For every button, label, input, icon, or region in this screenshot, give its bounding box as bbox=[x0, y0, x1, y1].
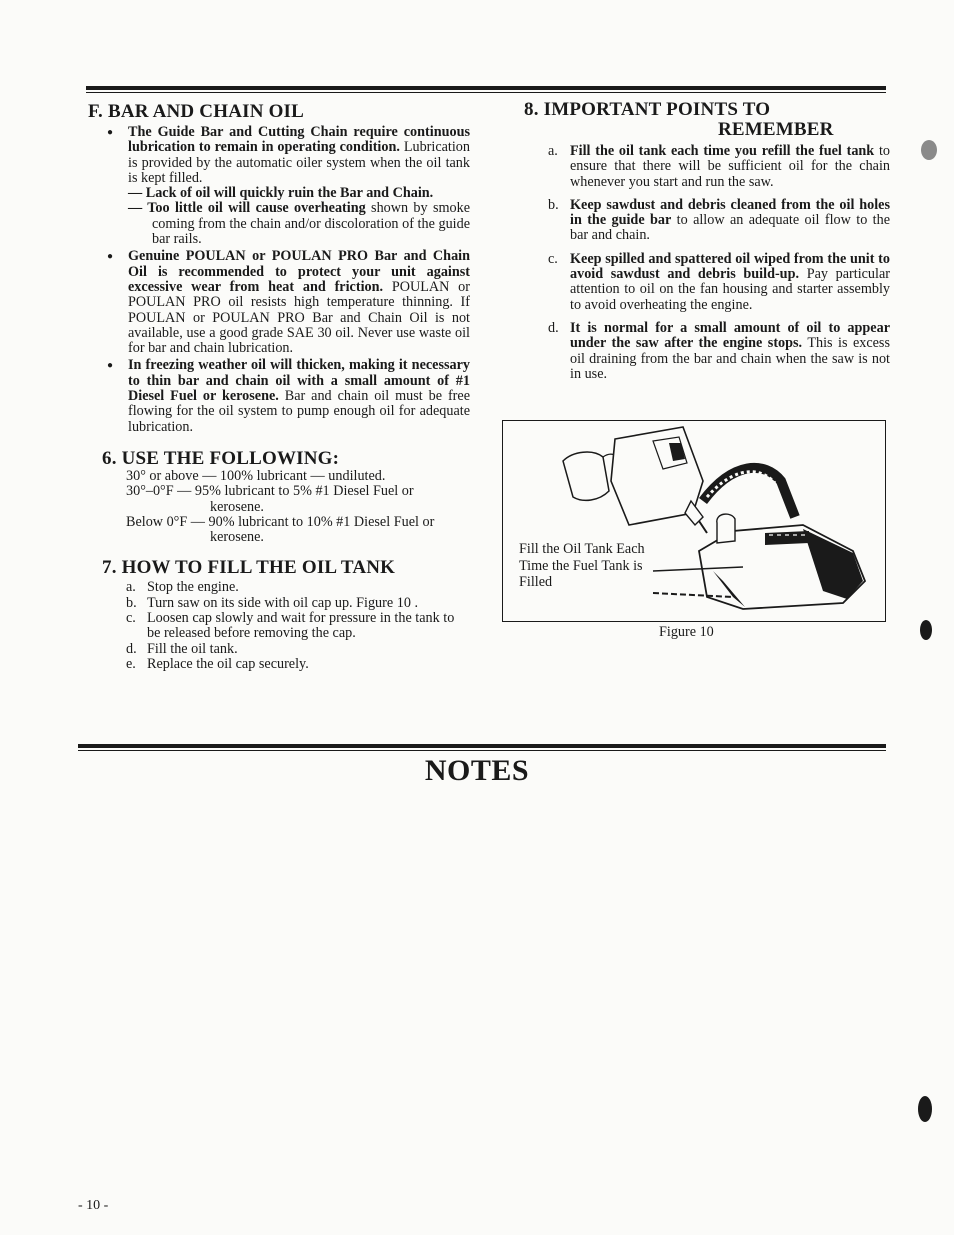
step-item bbox=[126, 611, 470, 642]
binder-hole-mark bbox=[918, 1096, 932, 1122]
point-bold: It is normal for a small amount of oil to appear under the saw after the engine stops. bbox=[570, 319, 890, 352]
step-item bbox=[126, 596, 470, 611]
dash-too-little-oil-bold: — Too little oil will cause overheating bbox=[128, 200, 366, 217]
point-letter: b. bbox=[548, 196, 559, 213]
bullet-genuine-oil-text: POULAN or POULAN PRO oil resists high temperature thinning. If POULAN or POULAN PRO Bar and Chain Oil is not available, use a good grade SAE 30 oil. Never use waste oil for bar and chain lubrication. bbox=[128, 278, 470, 357]
bullet-freezing-bold: In freezing weather oil will thicken, making it necessary to thin bar and chain oil with a small amount of #1 Diesel Fuel or kerosene. bbox=[128, 357, 470, 405]
point-letter: a. bbox=[548, 143, 558, 159]
top-rule bbox=[86, 86, 886, 90]
oil-fill-illustration bbox=[503, 421, 887, 623]
point-text: to ensure that there will be sufficient oil for the chain whenever you start and run the saw. bbox=[570, 143, 890, 190]
section-8-heading-line1: 8. IMPORTANT POINTS TO bbox=[524, 99, 771, 120]
point-text: Pay particular attention to oil on the fan housing and starter assembly to avoid overheating the engine. bbox=[570, 266, 890, 313]
point-item bbox=[524, 321, 890, 382]
point-bold: Keep spilled and spattered oil wiped from the unit to avoid sawdust and debris build-up. bbox=[570, 250, 890, 283]
section-7 bbox=[102, 558, 470, 672]
step-item bbox=[126, 642, 470, 657]
oil-jug-icon bbox=[611, 427, 707, 533]
use-line-30-0: 30°–0°F — 95% lubricant to 5% #1 Diesel Fuel or kerosene. bbox=[126, 483, 414, 515]
top-rule-thin bbox=[86, 92, 886, 93]
bullet-genuine-oil bbox=[102, 249, 470, 356]
point-text: to allow an adequate oil flow to the bar and chain. bbox=[570, 212, 891, 244]
use-line-30-above: 30° or above — 100% lubricant — undiluted. bbox=[126, 467, 386, 484]
step-letter: e. bbox=[126, 655, 136, 672]
step-letter: d. bbox=[126, 640, 137, 657]
dash-lack-of-oil: — Lack of oil will quickly ruin the Bar and Chain. bbox=[128, 185, 434, 202]
bullet-lubrication bbox=[102, 125, 470, 247]
section-6 bbox=[102, 449, 470, 545]
section-7-steps bbox=[102, 580, 470, 672]
point-item bbox=[524, 198, 890, 244]
hand-icon bbox=[563, 452, 609, 500]
left-column bbox=[88, 101, 470, 672]
notes-heading: NOTES bbox=[424, 754, 530, 787]
point-item bbox=[524, 144, 890, 190]
step-letter: b. bbox=[126, 594, 137, 611]
point-item bbox=[524, 252, 890, 313]
figure-caption: Fill the Oil Tank Each Time the Fuel Tank is Filled bbox=[519, 541, 645, 590]
use-line-below-0: Below 0°F — 90% lubricant to 10% #1 Diesel Fuel or kerosene. bbox=[126, 513, 435, 546]
section-6-body bbox=[102, 469, 470, 545]
point-letter: d. bbox=[548, 319, 559, 336]
point-text: This is excess oil draining from the bar and chain when the saw is not in use. bbox=[570, 335, 890, 382]
bullet-freezing-text: Bar and chain oil must be free flowing for the oil system to pump enough oil for adequate lubrication. bbox=[128, 388, 470, 435]
bullet-genuine-oil-bold: Genuine POULAN or POULAN PRO Bar and Chain Oil is recommended to protect your unit against excessive wear from heat and friction. bbox=[128, 248, 470, 295]
dash-too-little-oil bbox=[128, 201, 470, 247]
section-8-points bbox=[524, 144, 890, 382]
step-text: Turn saw on its side with oil cap up. Figure 10 . bbox=[147, 594, 419, 611]
point-bold: Keep sawdust and debris cleaned from the oil holes in the guide bar bbox=[570, 196, 890, 229]
bullet-freezing-weather bbox=[102, 358, 470, 434]
step-text: Replace the oil cap securely. bbox=[147, 655, 309, 672]
notes-rule bbox=[78, 744, 886, 748]
section-6-heading: 6. USE THE FOLLOWING: bbox=[102, 447, 340, 469]
step-text: Stop the engine. bbox=[147, 579, 239, 596]
point-letter: c. bbox=[548, 250, 558, 267]
figure-label: Figure 10 bbox=[659, 624, 714, 640]
bullet-lubrication-bold: The Guide Bar and Cutting Chain require continuous lubrication to remain in operating condition. bbox=[128, 124, 470, 156]
step-letter: a. bbox=[126, 579, 136, 596]
section-f-heading: F. BAR AND CHAIN OIL bbox=[88, 101, 305, 122]
right-column bbox=[524, 100, 890, 390]
binder-hole-mark bbox=[920, 620, 932, 640]
step-item bbox=[126, 580, 470, 595]
dash-too-little-oil-text: shown by smoke coming from the chain and/or discoloration of the guide bar rails. bbox=[152, 200, 470, 248]
step-text: Fill the oil tank. bbox=[147, 640, 238, 657]
bullet-lubrication-text: Lubrication is provided by the automatic oiler system when the oil tank is kept filled. bbox=[128, 139, 470, 186]
step-letter: c. bbox=[126, 610, 136, 627]
page-number: - 10 - bbox=[78, 1198, 109, 1213]
binder-hole-mark bbox=[921, 140, 937, 160]
section-f-bullets bbox=[102, 125, 470, 435]
section-8-heading-line2: REMEMBER bbox=[718, 119, 834, 140]
point-bold: Fill the oil tank each time you refill the fuel tank bbox=[570, 143, 875, 159]
figure-10-box bbox=[502, 420, 886, 622]
section-7-heading: 7. HOW TO FILL THE OIL TANK bbox=[102, 557, 396, 579]
step-item bbox=[126, 657, 470, 672]
step-text: Loosen cap slowly and wait for pressure in the tank to be released before removing the cap. bbox=[147, 610, 455, 642]
notes-rule-thin bbox=[78, 750, 886, 751]
